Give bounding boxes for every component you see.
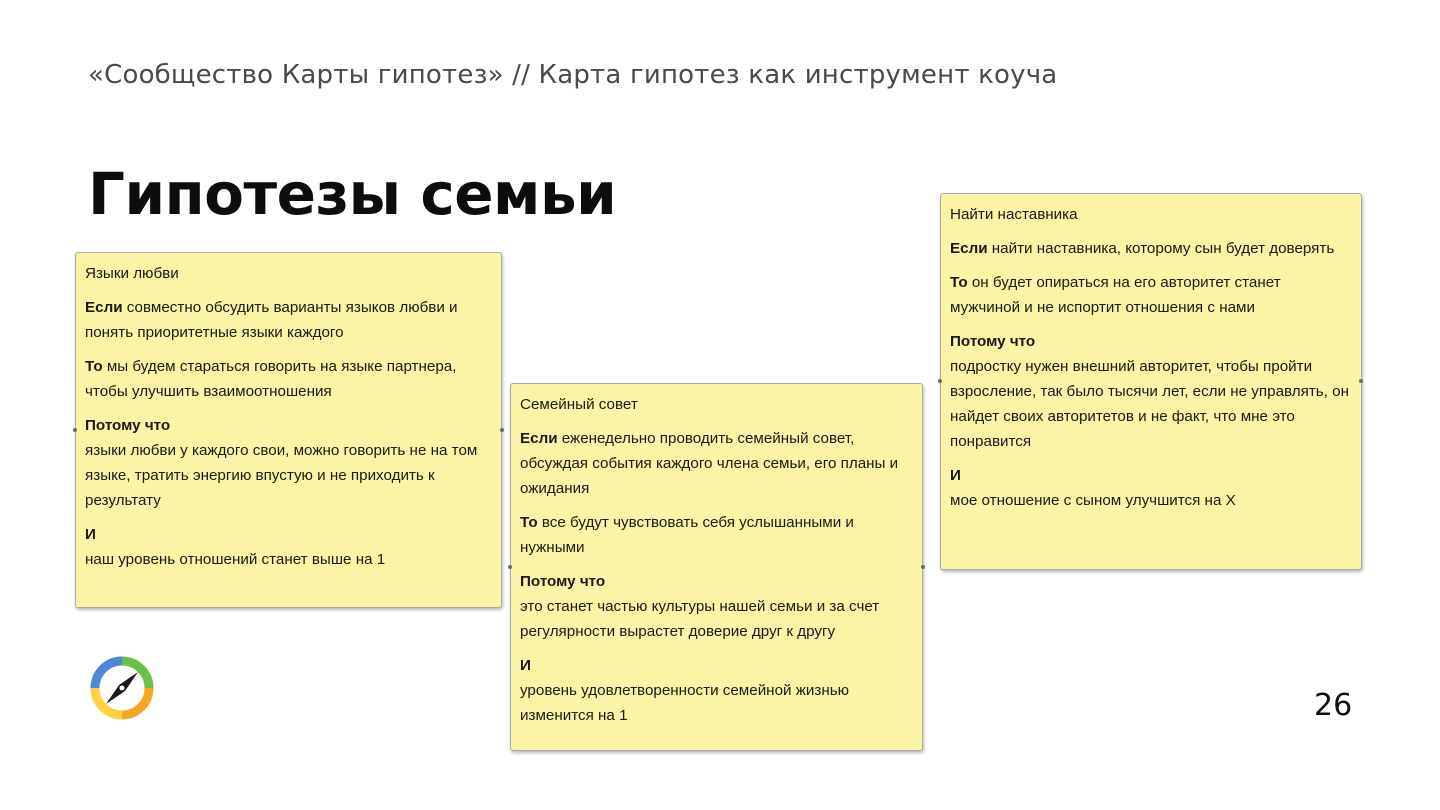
breadcrumb-subtitle: «Сообщество Карты гипотез» // Карта гипотез как инструмент коуча: [88, 60, 1058, 90]
card-and-block: [85, 522, 492, 572]
card-title: Языки любви: [85, 265, 179, 282]
and-text: наш уровень отношений станет выше на 1: [85, 551, 386, 568]
if-label: Если: [950, 240, 988, 257]
because-label: Потому что: [520, 573, 606, 590]
then-text: мы будем стараться говорить на языке партнера, чтобы улучшить взаимоотношения: [85, 358, 457, 400]
connector-handle[interactable]: [508, 565, 512, 569]
connector-handle[interactable]: [500, 428, 504, 432]
card-then-block: [950, 270, 1352, 320]
card-and-block: [520, 653, 913, 728]
hypothesis-card-love-languages[interactable]: [75, 252, 502, 608]
connector-handle[interactable]: [73, 428, 77, 432]
card-and-block: [950, 463, 1352, 513]
and-label: И: [85, 526, 96, 543]
card-because-block: [520, 569, 913, 644]
because-text: подростку нужен внешний авторитет, чтобы пройти взросление, так было тысячи лет, если не управлять, он найдет своих авторитетов и не факт, что мне это понравится: [950, 358, 1349, 450]
card-because-block: [85, 413, 492, 513]
then-label: То: [85, 358, 103, 375]
card-if-block: [520, 426, 913, 501]
because-text: языки любви у каждого свои, можно говорить не на том языке, тратить энергию впустую и не приходить к результату: [85, 442, 478, 509]
because-label: Потому что: [950, 333, 1036, 350]
page-number: 26: [1314, 688, 1353, 723]
hypothesis-card-find-mentor[interactable]: [940, 193, 1362, 570]
connector-handle[interactable]: [921, 565, 925, 569]
if-text: совместно обсудить варианты языков любви и понять приоритетные языки каждого: [85, 299, 458, 341]
card-title: Семейный совет: [520, 396, 638, 413]
if-text: еженедельно проводить семейный совет, обсуждая события каждого члена семьи, его планы и ожидания: [520, 430, 899, 497]
card-then-block: [85, 354, 492, 404]
card-because-block: [950, 329, 1352, 454]
if-text: найти наставника, которому сын будет доверять: [987, 240, 1335, 257]
and-label: И: [950, 467, 961, 484]
connector-handle[interactable]: [938, 379, 942, 383]
card-if-block: [85, 295, 492, 345]
because-text: это станет частью культуры нашей семьи и за счет регулярности вырастет доверие друг к другу: [520, 598, 880, 640]
then-label: То: [950, 274, 968, 291]
card-if-block: [950, 236, 1352, 261]
if-label: Если: [520, 430, 558, 447]
and-text: уровень удовлетворенности семейной жизнью изменится на 1: [520, 682, 850, 724]
page-title: Гипотезы семьи: [88, 160, 617, 228]
and-label: И: [520, 657, 531, 674]
connector-handle[interactable]: [1359, 379, 1363, 383]
compass-logo-icon: [88, 654, 156, 722]
because-label: Потому что: [85, 417, 171, 434]
card-then-block: [520, 510, 913, 560]
and-text: мое отношение с сыном улучшится на Х: [950, 492, 1236, 509]
then-label: То: [520, 514, 538, 531]
then-text: он будет опираться на его авторитет станет мужчиной и не испортит отношения с нами: [950, 274, 1281, 316]
if-label: Если: [85, 299, 123, 316]
hypothesis-card-family-council[interactable]: [510, 383, 923, 751]
card-title: Найти наставника: [950, 206, 1078, 223]
then-text: все будут чувствовать себя услышанными и нужными: [520, 514, 854, 556]
